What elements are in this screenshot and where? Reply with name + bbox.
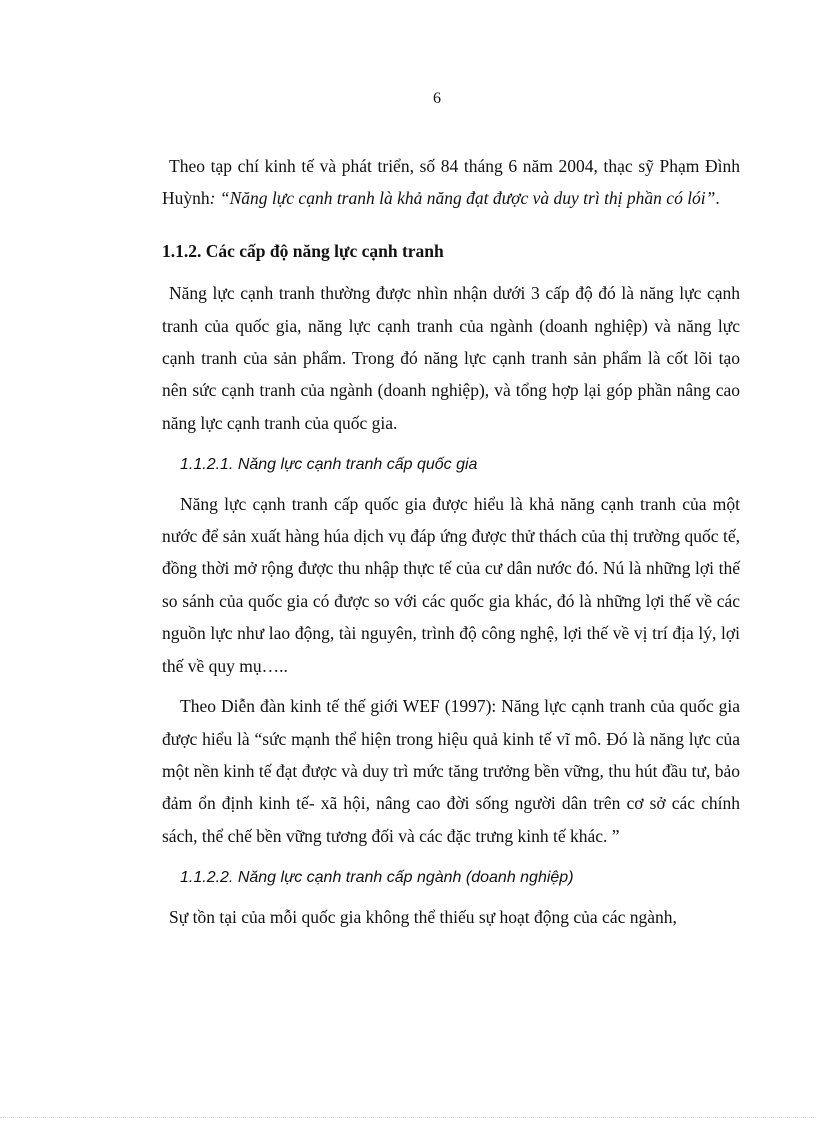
- paragraph-levels: Năng lực cạnh tranh thường được nhìn nhận dưới 3 cấp độ đó là năng lực cạnh tranh của quốc gia, năng lực cạnh tranh của ngành (doanh nghiệp) và năng lực cạnh tranh của sản phẩm. Trong đó năng lực cạnh tranh sản phẩm là cốt lõi tạo nên sức cạnh tranh của ngành (doanh nghiệp), và tổng hợp lại góp phần nâng cao năng lực cạnh tranh của quốc gia.: [162, 283, 740, 433]
- paragraph-definition-source: Theo tạp chí kinh tế và phát triển, số 84 tháng 6 năm 2004, thạc sỹ Phạm Đình Huỳnh: [162, 156, 740, 209]
- document-body: [162, 150, 740, 933]
- paragraph-definition-quote: : “Năng lực cạnh tranh là khả năng đạt được và duy trì thị phần có lói”: [209, 188, 716, 209]
- paragraph-definition-end: .: [715, 188, 720, 209]
- page-number: 6: [433, 90, 441, 107]
- subsection-heading-1-1-2-1: 1.1.2.1. Năng lực cạnh tranh cấp quốc gia: [180, 456, 478, 474]
- paragraph-national-competitiveness: Năng lực cạnh tranh cấp quốc gia được hiểu là khả năng cạnh tranh của một nước để sản xuất hàng húa dịch vụ đáp ứng được thử thách của thị trường quốc tế, đồng thời mở rộng được thu nhập thực tế của cư dân nước đó. Nú là những lợi thế so sánh của quốc gia có được so với các quốc gia khác, đó là những lợi thế về các nguồn lực như lao động, tài nguyên, trình độ công nghệ, lợi thế về vị trí địa lý, lợi thế về quy mụ…..: [162, 493, 740, 676]
- paragraph-industry: Sự tồn tại của mỗi quốc gia không thể thiếu sự hoạt động của các ngành,: [169, 906, 677, 927]
- paragraph-wef-definition: Theo Diễn đàn kinh tế thế giới WEF (1997): Năng lực cạnh tranh của quốc gia được hiểu là “sức mạnh thể hiện trong hiệu quả kinh tế vĩ mô. Đó là năng lực của một nền kinh tế đạt được và duy trì mức tăng trưởng bền vững, thu hút đầu tư, bảo đảm ổn định kinh tế- xã hội, nâng cao đời sống người dân trên cơ sở các chính sách, thể chế bền vững tương đối và các đặc trưng kinh tế khác. ”: [162, 696, 740, 846]
- subsection-heading-1-1-2-2: 1.1.2.2. Năng lực cạnh tranh cấp ngành (doanh nghiệp): [180, 869, 574, 887]
- section-heading-1-1-2: 1.1.2. Các cấp độ năng lực cạnh tranh: [162, 240, 444, 261]
- paragraph-definition: [162, 150, 740, 215]
- page-bottom-divider: [0, 1117, 816, 1118]
